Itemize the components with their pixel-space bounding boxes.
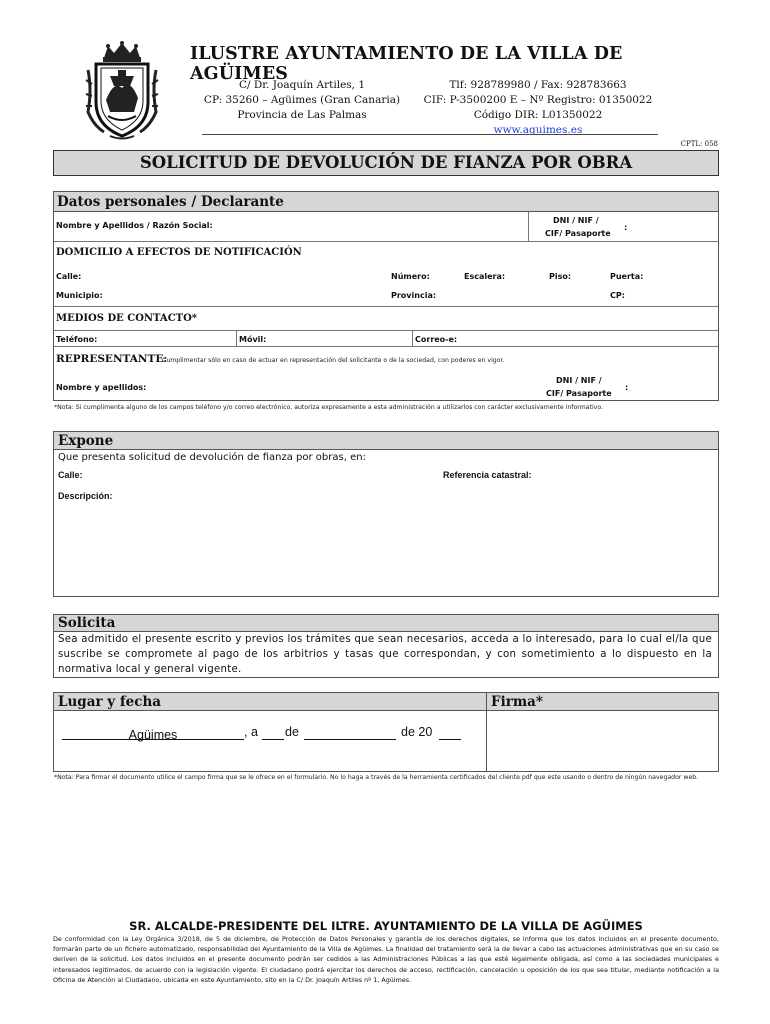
- dni-field[interactable]: [632, 214, 716, 240]
- rep-dni-label: DNI / NIF /: [556, 376, 602, 385]
- descripcion-label: Descripción:: [58, 491, 113, 501]
- divider: [54, 346, 718, 347]
- municipio-label: Municipio:: [56, 291, 103, 300]
- escalera-field[interactable]: [512, 268, 544, 282]
- address-block-left: [196, 78, 408, 123]
- correo-field[interactable]: [462, 332, 716, 345]
- place-field[interactable]: [62, 724, 244, 740]
- expone-calle-label: Calle:: [58, 470, 83, 480]
- provincia-field[interactable]: [444, 287, 604, 301]
- escalera-label: Escalera:: [464, 272, 506, 281]
- date-text-de: de: [285, 725, 299, 739]
- personal-data-heading: Datos personales / Declarante: [57, 194, 284, 210]
- divider: [54, 330, 718, 331]
- provincia-label: Provincia:: [391, 291, 437, 300]
- divider: [486, 693, 487, 771]
- solicita-header: [54, 615, 718, 632]
- telefono-field[interactable]: [104, 332, 234, 345]
- colon: :: [625, 383, 629, 392]
- expone-heading: Expone: [58, 433, 114, 449]
- rep-dni-field[interactable]: [634, 374, 716, 398]
- address-block-right: [418, 78, 658, 138]
- expone-header: [54, 432, 718, 450]
- numero-field[interactable]: [436, 268, 460, 282]
- calle-label: Calle:: [56, 272, 82, 281]
- municipio-field[interactable]: [108, 287, 386, 301]
- coat-of-arms-icon: [84, 40, 160, 142]
- contact-line: CIF: P-3500200 E – Nº Registro: 01350022: [423, 94, 653, 106]
- rep-name-field[interactable]: [156, 374, 536, 398]
- referencia-label: Referencia catastral:: [443, 470, 532, 480]
- footer-legal-text: De conformidad con la Ley Orgánica 3/2018, de 5 de diciembre, de Protección de Datos Personales y garantía de los derechos digitales, se informa que los datos incluidos en el presente documento, formarán parte de un fichero automatizado, responsabilidad del Ayuntamiento de la Villa de Agüimes. La finalidad del tratamiento será la de llevar a cabo las actuaciones administrativas que en su caso se deriven de la solicitud. Los datos incluidos en el presente documento podrán ser cedidos a las Administraciones Públicas a las que esté legalmente obligada, así como a las sociedades municipales e interesados legitimados, de acuerdo con la legislación vigente. El ciudadano podrá ejercitar los derechos de acceso, rectificación, cancelación u oposición de los que sea titular, mediante notificación a la Oficina de Atención al Ciudadano, ubicada en este Ayuntamiento, sito en la C/ Dr. Joaquín Artiles nº 1, Agüimes.: [53, 935, 719, 984]
- movil-field[interactable]: [270, 332, 410, 345]
- date-text-de20: de 20: [401, 725, 433, 739]
- rep-name-label: Nombre y apellidos:: [56, 383, 147, 392]
- signature-note: *Nota: Para firmar el documento utilice el campo firma que se le ofrece en el formulario. No lo haga a través de la herramienta certificados del cliente pdf que este usando o dentro de ningún navegador web.: [54, 774, 699, 781]
- cp-label: CP:: [610, 291, 625, 300]
- footer-recipient: SR. ALCALDE-PRESIDENTE DEL ILTRE. AYUNTAMIENTO DE LA VILLA DE AGÜIMES: [129, 919, 643, 933]
- organization-name: ILUSTRE AYUNTAMIENTO DE LA VILLA DE AGÜIMES: [190, 44, 623, 84]
- divider: [528, 212, 529, 241]
- colon: :: [624, 223, 628, 232]
- contact-note: *Nota: Si cumplimenta alguno de los campos teléfono y/o correo electrónico, autoriza expresamente a esta administración a utilizarlos con carácter exclusivamente informativo.: [54, 404, 603, 411]
- telefono-label: Teléfono:: [56, 335, 98, 344]
- signature-field[interactable]: [488, 712, 718, 770]
- place-value: Agüimes: [128, 728, 178, 742]
- contacto-heading: MEDIOS DE CONTACTO*: [56, 313, 198, 324]
- header-divider: [202, 134, 658, 135]
- address-line: C/ Dr. Joaquín Artiles, 1: [238, 79, 366, 91]
- solicita-text: Sea admitido el presente escrito y previos los trámites que sean necesarios, acceda a lo interesado, para lo cual el/la que suscribe se compromete al pago de los arbitrios y tasas que correspondan, y con sometimiento a lo dispuesto en la normativa local y general vigente.: [58, 634, 712, 675]
- dni-label: DNI / NIF /: [553, 216, 599, 225]
- website-link[interactable]: www.aguimes.es: [493, 124, 583, 136]
- divider: [412, 330, 413, 346]
- dni-label: CIF/ Pasaporte: [545, 229, 611, 238]
- divider: [236, 330, 237, 346]
- piso-label: Piso:: [549, 272, 572, 281]
- expone-intro: Que presenta solicitud de devolución de fianza por obras, en:: [58, 452, 366, 463]
- descripcion-field[interactable]: [58, 505, 714, 593]
- correo-label: Correo-e:: [415, 335, 458, 344]
- divider: [54, 241, 718, 242]
- name-label: Nombre y Apellidos / Razón Social:: [56, 221, 213, 230]
- firma-heading: Firma*: [491, 694, 543, 710]
- solicita-heading: Solicita: [58, 615, 116, 631]
- puerta-label: Puerta:: [610, 272, 644, 281]
- referencia-field[interactable]: [560, 466, 716, 482]
- form-code: CPTL: 058: [680, 140, 718, 148]
- movil-label: Móvil:: [239, 335, 267, 344]
- representante-heading: REPRESENTANTE:: [56, 353, 168, 365]
- day-field[interactable]: [262, 725, 284, 740]
- puerta-field[interactable]: [648, 268, 716, 282]
- contact-line: Código DIR: L01350022: [473, 109, 603, 121]
- numero-label: Número:: [391, 272, 430, 281]
- expone-calle-field[interactable]: [92, 466, 432, 482]
- page-title: SOLICITUD DE DEVOLUCIÓN DE FIANZA POR OBRA: [139, 153, 633, 172]
- calle-field[interactable]: [88, 268, 386, 282]
- domicilio-heading: DOMICILIO A EFECTOS DE NOTIFICACIÓN: [56, 247, 302, 258]
- lugar-heading: Lugar y fecha: [58, 694, 162, 710]
- date-text-a: , a: [244, 725, 258, 739]
- contact-line: Tlf: 928789980 / Fax: 928783663: [449, 79, 627, 91]
- cp-field[interactable]: [630, 287, 716, 301]
- name-field[interactable]: [230, 214, 526, 240]
- address-line: CP: 35260 – Agüimes (Gran Canaria): [203, 94, 401, 106]
- address-line: Provincia de Las Palmas: [237, 109, 367, 121]
- divider: [54, 306, 718, 307]
- year-field[interactable]: [439, 725, 461, 740]
- rep-dni-label: CIF/ Pasaporte: [546, 389, 612, 398]
- piso-field[interactable]: [574, 268, 606, 282]
- month-field[interactable]: [304, 725, 396, 740]
- representante-note: Cumplimentar sólo en caso de actuar en representación del solicitante o de la sociedad, con poderes en vigor.: [162, 357, 505, 364]
